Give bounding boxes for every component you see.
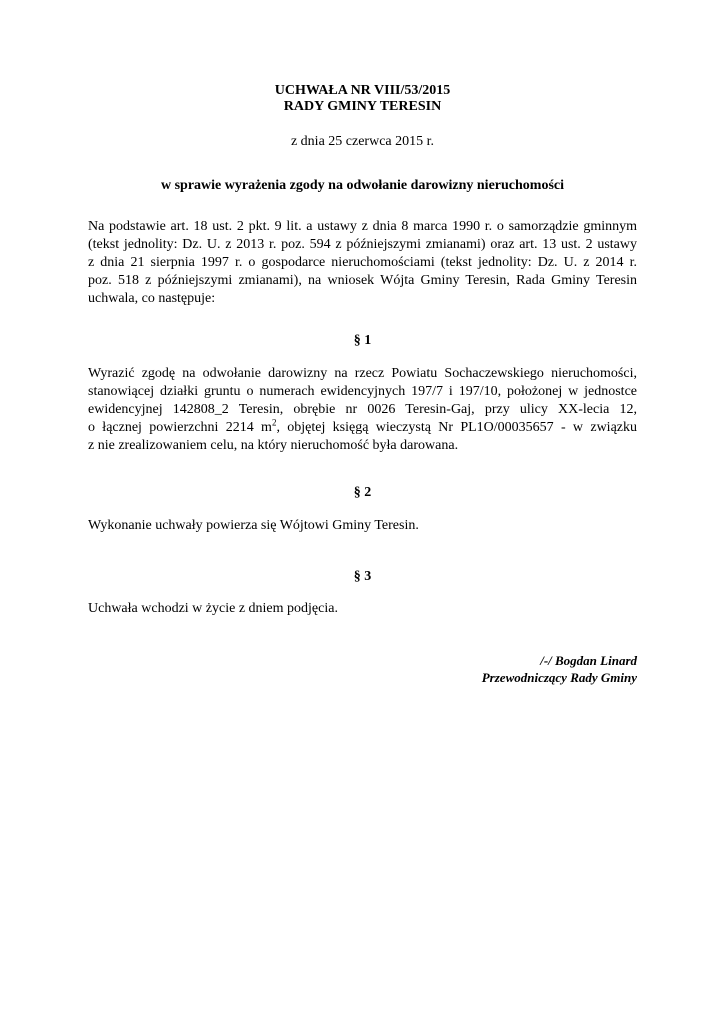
- signatory-role: Przewodniczący Rady Gminy: [481, 670, 637, 685]
- section-3-text: Uchwała wchodzi w życie z dniem podjęcia.: [88, 601, 338, 616]
- section-1-heading: § 1: [353, 333, 372, 348]
- section-1-line: ewidencyjnej 142808_2 Teresin, obrębie nr 0026 Teresin-Gaj, przy ulicy XX-lecia 12,: [88, 402, 637, 417]
- section-1-line: stanowiącej działki gruntu o numerach ewidencyjnych 197/7 i 197/10, położonej w jednostce: [88, 384, 637, 399]
- area-unit-exponent: 2: [271, 417, 277, 428]
- section-1-line: Wyrazić zgodę na odwołanie darowizny na rzecz Powiatu Sochaczewskiego nieruchomości,: [88, 366, 637, 381]
- preamble-line: z dnia 21 sierpnia 1997 r. o gospodarce nieruchomościami (tekst jednolity: Dz. U. z 2014 r.: [88, 255, 637, 270]
- section-1-line-area: [88, 419, 637, 437]
- section-2-text: Wykonanie uchwały powierza się Wójtowi Gminy Teresin.: [88, 518, 419, 533]
- resolution-date: z dnia 25 czerwca 2015 r.: [290, 134, 435, 149]
- council-name: RADY GMINY TERESIN: [283, 99, 442, 114]
- section-1-line: z nie zrealizowaniem celu, na który nieruchomość była darowana.: [88, 438, 459, 453]
- preamble-line: uchwala, co następuje:: [88, 291, 216, 306]
- resolution-title: UCHWAŁA NR VIII/53/2015: [274, 83, 451, 98]
- section-3-paragraph: [88, 600, 637, 618]
- area-text: o łącznej powierzchni 2214 m: [88, 420, 272, 435]
- preamble-paragraph: [88, 218, 637, 308]
- preamble-line: (tekst jednolity: Dz. U. z 2013 r. poz. 594 z późniejszymi zmianami) oraz art. 13 ust. 2 ustawy: [88, 237, 637, 252]
- section-2-heading: § 2: [353, 485, 372, 500]
- section-2-paragraph: [88, 517, 637, 535]
- resolution-subject: w sprawie wyrażenia zgody na odwołanie darowizny nieruchomości: [160, 178, 564, 193]
- land-register-text: , objętej księgą wieczystą Nr PL1O/00035657 - w związku: [276, 420, 637, 435]
- section-3-heading: § 3: [353, 569, 372, 584]
- preamble-line: poz. 518 z późniejszymi zmianami), na wniosek Wójta Gminy Teresin, Rada Gminy Teresin: [88, 273, 637, 288]
- section-1-paragraph: [88, 365, 637, 455]
- signature-block: [482, 652, 637, 686]
- preamble-line: Na podstawie art. 18 ust. 2 pkt. 9 lit. a ustawy z dnia 8 marca 1990 r. o samorządzie gminnym: [88, 219, 637, 234]
- signatory-name: /-/ Bogdan Linard: [540, 653, 637, 668]
